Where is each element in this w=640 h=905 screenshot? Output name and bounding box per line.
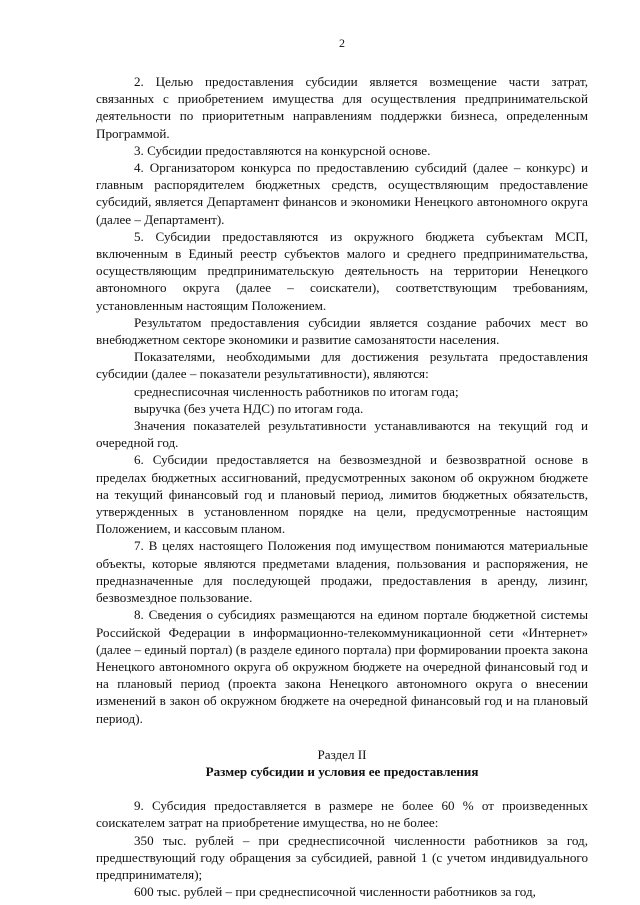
paragraph: среднесписочная численность работников по итогам года; — [134, 383, 459, 399]
paragraph: 9. Субсидия предоставляется в размере не более 60 % от произведенных соискателем затрат на приобретение имущества, но не более: — [96, 798, 588, 831]
paragraph: 600 тыс. рублей – при среднесписочной численности работников за год, — [134, 884, 536, 900]
paragraph: 7. В целях настоящего Положения под имуществом понимаются материальные объекты, которые являются предметами владения, пользования и распоряжения, не предназначенные для последующей продажи, предоставления в аренду, лизинг, безвозмездное пользование. — [96, 538, 588, 606]
paragraph: Результатом предоставления субсидии является создание рабочих мест во внебюджетном секторе экономики и развитие самозанятости населения. — [96, 314, 588, 348]
paragraph: 5. Субсидии предоставляются из окружного бюджета субъектам МСП, включенным в Единый реестр субъектов малого и среднего предпринимательства, осуществляющим предпринимательскую деятельность на территории Ненецкого автономного округа (далее – соискатели), соответствующим требованиям, установленным настоящим Положением. — [96, 228, 588, 313]
paragraph: 8. Сведения о субсидиях размещаются на едином портале бюджетной системы Российской Федерации в информационно-телекоммуникационной сети «Интернет» (далее – единый портал) (в разделе единого портала) при формировании проекта закона Ненецкого автономного округа об окружном бюджете на очередной финансовый год и на плановый период (проекта закона Ненецкого автономного округа о внесении изменений в закон об окружном бюджете на очередной финансовый год и на плановый период). — [96, 607, 588, 726]
paragraph: Показателями, необходимыми для достижения результата предоставления субсидии (далее – показатели результативности), являются: — [96, 349, 588, 382]
paragraph: выручка (без учета НДС) по итогам года. — [134, 400, 364, 416]
paragraph: 3. Субсидии предоставляются на конкурсной основе. — [134, 142, 431, 158]
paragraph: 4. Организатором конкурса по предоставлению субсидий (далее – конкурс) и главным распорядителем бюджетных средств, осуществляющим предоставление субсидий, является Департамент финансов и экономики Ненецкого автономного округа (далее – Департамент). — [96, 160, 588, 227]
paragraph: 2. Целью предоставления субсидии является возмещение части затрат, связанных с приобретением имущества для осуществления предпринимательской деятельности по приоритетным направлениям поддержки бизнеса, определенным Программой. — [96, 74, 588, 141]
section-heading: Раздел II — [317, 746, 367, 762]
page-number: 2 — [339, 36, 345, 50]
section-title: Размер субсидии и условия ее предоставления — [205, 763, 479, 779]
paragraph: 6. Субсидии предоставляется на безвозмездной и безвозвратной основе в пределах бюджетных ассигнований, предусмотренных законом об окружном бюджете на текущий финансовый год и плановый период, лимитов бюджетных обязательств, утвержденных в установленном порядке на цели, предусмотренные настоящим Положением, и кассовым планом. — [96, 452, 588, 537]
paragraph: 350 тыс. рублей – при среднесписочной численности работников за год, предшествующий году обращения за субсидией, равной 1 (с учетом индивидуального предпринимателя); — [96, 832, 588, 882]
paragraph: Значения показателей результативности устанавливаются на текущий год и очередной год. — [96, 418, 588, 451]
